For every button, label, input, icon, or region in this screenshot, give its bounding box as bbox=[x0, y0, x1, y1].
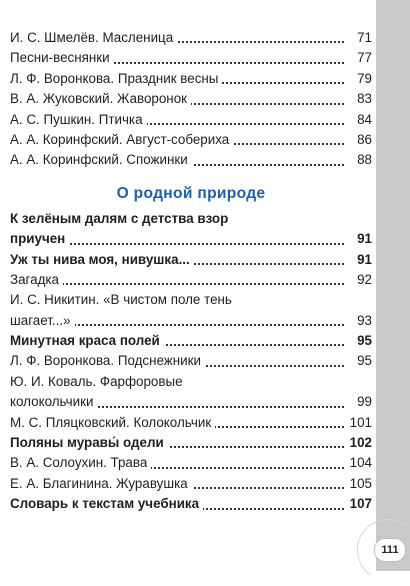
toc-entry-page: 107 bbox=[346, 494, 372, 514]
toc-list-section bbox=[10, 209, 372, 515]
toc-entry-title: Песни-веснянки bbox=[10, 48, 114, 68]
page-number: 111 bbox=[374, 538, 406, 562]
toc-entry-title: В. А. Солоухин. Трава bbox=[10, 453, 151, 473]
toc-entry-page: 101 bbox=[346, 413, 372, 433]
toc-entry-page: 83 bbox=[346, 89, 372, 109]
toc-entry-page: 77 bbox=[346, 48, 372, 68]
toc-entry-page: 86 bbox=[346, 130, 372, 150]
toc-entry-page: 84 bbox=[346, 110, 372, 130]
toc-entry-first-line bbox=[10, 209, 372, 229]
table-of-contents bbox=[10, 28, 372, 515]
toc-entry-title: Минутная краса полей bbox=[10, 331, 164, 351]
toc-entry-page: 104 bbox=[346, 453, 372, 473]
toc-entry-page: 102 bbox=[346, 433, 372, 453]
toc-entry-page: 91 bbox=[346, 229, 372, 249]
toc-entry-title-line1: Ю. И. Коваль. Фарфоровые bbox=[10, 373, 183, 389]
toc-entry-page: 95 bbox=[346, 351, 372, 371]
section-title: О родной природе bbox=[116, 184, 266, 202]
toc-entry[interactable] bbox=[10, 351, 372, 371]
toc-entry[interactable] bbox=[10, 413, 372, 433]
toc-entry-title: М. С. Пляцковский. Колокольчик bbox=[10, 413, 215, 433]
toc-entry[interactable] bbox=[10, 130, 372, 150]
toc-entry[interactable] bbox=[10, 229, 372, 249]
toc-entry-title: А. А. Коринфский. Август-собериха bbox=[10, 130, 233, 150]
toc-entry-title: Загадка bbox=[10, 270, 63, 290]
toc-entry-title: Е. А. Благинина. Журавушка bbox=[10, 474, 192, 494]
toc-entry[interactable] bbox=[10, 453, 372, 473]
toc-entry-page: 93 bbox=[346, 311, 372, 331]
toc-entry-first-line bbox=[10, 372, 372, 392]
toc-entry-title: Уж ты нива моя, нивушка... bbox=[10, 250, 194, 270]
toc-entry-title: колокольчики bbox=[10, 392, 97, 412]
toc-entry-page: 79 bbox=[346, 69, 372, 89]
toc-entry-title: И. С. Шмелёв. Масленица bbox=[10, 28, 177, 48]
toc-list-top bbox=[10, 28, 372, 171]
toc-entry[interactable] bbox=[10, 474, 372, 494]
toc-entry-title: шагает...» bbox=[10, 311, 75, 331]
toc-entry-first-line bbox=[10, 290, 372, 310]
toc-entry[interactable] bbox=[10, 331, 372, 351]
toc-entry[interactable] bbox=[10, 433, 372, 453]
toc-entry-page: 88 bbox=[346, 150, 372, 170]
toc-entry[interactable] bbox=[10, 89, 372, 109]
toc-entry-title: Поляны муравы́ одели bbox=[10, 433, 168, 453]
toc-entry[interactable] bbox=[10, 110, 372, 130]
toc-entry[interactable] bbox=[10, 48, 372, 68]
toc-entry-title: В. А. Жуковский. Жаворонок bbox=[10, 89, 191, 109]
toc-entry-title: Л. Ф. Воронкова. Подснежники bbox=[10, 351, 205, 371]
toc-entry[interactable] bbox=[10, 392, 372, 412]
toc-entry-title: приучен bbox=[10, 229, 69, 249]
toc-entry-page: 91 bbox=[346, 250, 372, 270]
toc-entry-title-line1: И. С. Никитин. «В чистом поле тень bbox=[10, 292, 232, 308]
toc-entry[interactable] bbox=[10, 250, 372, 270]
toc-entry-title: Л. Ф. Воронкова. Праздник весны bbox=[10, 69, 222, 89]
toc-entry-title: А. С. Пушкин. Птичка bbox=[10, 110, 147, 130]
toc-entry-page: 71 bbox=[346, 28, 372, 48]
toc-entry-page: 99 bbox=[346, 392, 372, 412]
toc-entry-page: 95 bbox=[346, 331, 372, 351]
toc-entry[interactable] bbox=[10, 270, 372, 290]
toc-entry[interactable] bbox=[10, 28, 372, 48]
toc-entry-page: 92 bbox=[346, 270, 372, 290]
toc-entry-title: А. А. Коринфский. Спожинки bbox=[10, 150, 192, 170]
toc-entry-title: Словарь к текстам учебника bbox=[10, 494, 203, 514]
toc-entry[interactable] bbox=[10, 494, 372, 514]
toc-entry[interactable] bbox=[10, 69, 372, 89]
toc-entry[interactable] bbox=[10, 311, 372, 331]
toc-entry[interactable] bbox=[10, 150, 372, 170]
toc-entry-page: 105 bbox=[346, 474, 372, 494]
toc-entry-title-line1: К зелёным далям с детства взор bbox=[10, 210, 229, 226]
page-margin-bar bbox=[376, 0, 410, 571]
